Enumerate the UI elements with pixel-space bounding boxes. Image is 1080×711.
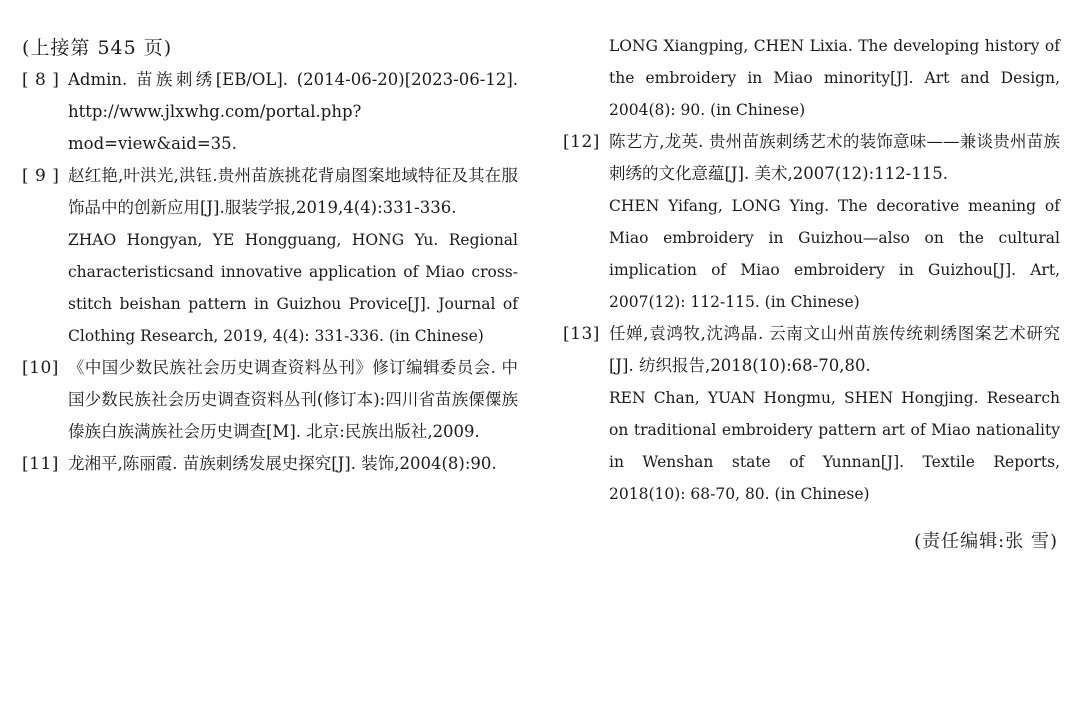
reference-text-chinese: 任婵,袁鸿牧,沈鸿晶. 云南文山州苗族传统刺绣图案艺术研究[J]. 纺织报告,2018(10):68-70,80. — [609, 324, 1060, 375]
reference-text-chinese: 陈艺方,龙英. 贵州苗族刺绣艺术的装饰意味——兼谈贵州苗族刺绣的文化意蕴[J]. 美术,2007(12):112-115. — [609, 132, 1060, 183]
reference-number: [11] — [22, 454, 59, 474]
reference-12 — [563, 126, 1060, 318]
reference-13 — [563, 318, 1060, 510]
reference-text-english: ZHAO Hongyan, YE Hongguang, HONG Yu. Regional characteristicsand innovative application of Miao cross-stitch beishan pattern in Guizhou Provice[J]. Journal of Clothing Research, 2019, 4(4): 331-336. (in Chinese) — [68, 231, 518, 345]
reference-text-english: LONG Xiangping, CHEN Lixia. The developing history of the embroidery in Miao minority[J]. Art and Design, 2004(8): 90. (in Chinese) — [609, 37, 1060, 119]
reference-8 — [22, 64, 518, 160]
continued-note: (上接第 545 页) — [22, 37, 173, 59]
reference-number: [13] — [563, 324, 600, 344]
reference-text-chinese: 赵红艳,叶洪光,洪钰.贵州苗族挑花背扇图案地域特征及其在服饰品中的创新应用[J].服装学报,2019,4(4):331-336. — [68, 166, 518, 217]
reference-10 — [22, 352, 518, 448]
left-column — [22, 30, 518, 480]
reference-text: Admin. 苗族刺绣[EB/OL]. (2014-06-20)[2023-06-12]. http://www.jlxwhg.com/portal.php?mod=view&aid=35. — [68, 70, 518, 153]
left-reference-list — [22, 64, 518, 480]
right-column — [563, 30, 1060, 576]
reference-9 — [22, 160, 518, 352]
reference-11 — [22, 448, 518, 480]
reference-number: [ 8 ] — [22, 70, 60, 90]
reference-number: [12] — [563, 132, 600, 152]
reference-number: [ 9 ] — [22, 166, 60, 186]
reference-text-english: REN Chan, YUAN Hongmu, SHEN Hongjing. Research on traditional embroidery pattern art of Miao nationality in Wenshan state of Yunnan[J]. Textile Reports, 2018(10): 68-70, 80. (in Chinese) — [609, 389, 1060, 503]
reference-text: 龙湘平,陈丽霞. 苗族刺绣发展史探究[J]. 装饰,2004(8):90. — [68, 454, 497, 473]
editor-note: (责任编辑:张 雪) — [914, 531, 1058, 552]
right-reference-list — [563, 126, 1060, 510]
reference-text: 《中国少数民族社会历史调查资料丛刊》修订编辑委员会. 中国少数民族社会历史调查资料丛刊(修订本):四川省苗族傈僳族傣族白族满族社会历史调查[M]. 北京:民族出版社,2009. — [68, 358, 518, 441]
reference-text-english: CHEN Yifang, LONG Ying. The decorative meaning of Miao embroidery in Guizhou—also on the cultural implication of Miao embroidery in Guizhou[J]. Art, 2007(12): 112-115. (in Chinese) — [609, 197, 1060, 311]
reference-number: [10] — [22, 358, 59, 378]
reference-11-continued — [609, 30, 1060, 126]
